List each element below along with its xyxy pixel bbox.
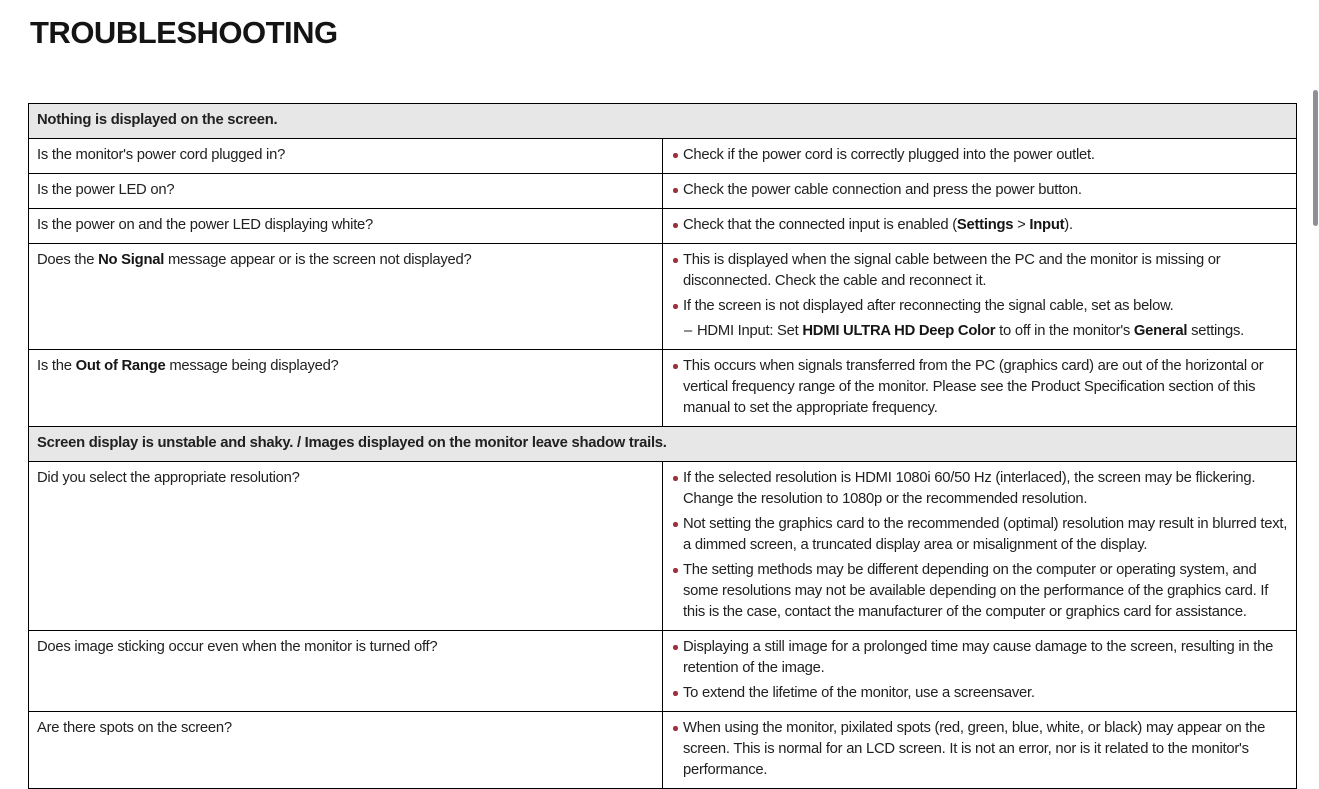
text: This is displayed when the signal cable between the PC and the monitor is missing or disconnected. Check the cable and reconnect it. [683,252,1221,289]
bold-text: General [1133,323,1188,339]
text: Check if the power cord is correctly plugged into the power outlet. [683,147,1095,163]
answer-cell [663,244,1297,350]
answer-text [683,356,1288,419]
bullet-list-item [671,250,1288,292]
sub-list-item [671,321,1288,342]
answer-cell [663,174,1297,209]
section-header-label: Nothing is displayed on the screen. [29,104,1297,139]
text: HDMI Input: Set [697,323,803,339]
bullet-icon [671,296,683,317]
answer-text [683,514,1288,556]
question-cell [29,244,663,350]
bullet-list-item [671,683,1288,704]
bold-text: Out of Range [75,358,166,374]
bullet-list-item [671,296,1288,317]
troubleshooting-table-body [29,104,1297,789]
bullet-icon [671,560,683,623]
text: This occurs when signals transferred from the PC (graphics card) are out of the horizontal or vertical frequency range of the monitor. Please see the Product Specification section of this manual to set the appropriate frequency. [683,358,1264,416]
text: To extend the lifetime of the monitor, use a screensaver. [683,685,1035,701]
section-header-label: Screen display is unstable and shaky. / Images displayed on the monitor leave shadow trails. [29,427,1297,462]
answer-cell [663,712,1297,789]
text: When using the monitor, pixilated spots (red, green, blue, white, or black) may appear on the screen. This is normal for an LCD screen. It is not an error, nor is it related to the monitor's performance. [683,720,1266,778]
bold-text: Input [1029,217,1065,233]
page-title: TROUBLESHOOTING [30,15,338,50]
bullet-list-item [671,145,1288,166]
qa-row [29,209,1297,244]
bullet-icon [671,718,683,781]
bullet-icon [671,468,683,510]
qa-row [29,174,1297,209]
text: The setting methods may be different depending on the computer or operating system, and some resolutions may not be available depending on the performance of the graphics card. If this is the case, contact the manufacturer of the computer or graphics card for assistance. [683,562,1269,620]
text: ). [1064,217,1073,233]
answer-text [683,683,1288,704]
answer-text [683,637,1288,679]
bullet-list-item [671,637,1288,679]
text: Check the power cable connection and press the power button. [683,182,1082,198]
bold-text: HDMI ULTRA HD Deep Color [802,323,996,339]
bullet-list-item [671,468,1288,510]
question-cell [29,462,663,631]
answer-text [683,560,1288,623]
bullet-list-item [671,560,1288,623]
bullet-icon [671,683,683,704]
qa-row [29,712,1297,789]
question-cell [29,139,663,174]
scrollbar-thumb[interactable] [1313,90,1318,226]
bullet-icon [671,356,683,419]
answer-cell [663,462,1297,631]
qa-row [29,631,1297,712]
text: Displaying a still image for a prolonged time may cause damage to the screen, resulting in the retention of the image. [683,639,1274,676]
text: Is the [37,358,76,374]
answer-cell [663,209,1297,244]
bullet-icon [671,215,683,236]
qa-row [29,350,1297,427]
text: to off in the monitor's [995,323,1134,339]
text: Check that the connected input is enabled ( [683,217,957,233]
answer-cell [663,139,1297,174]
text: If the selected resolution is HDMI 1080i 60/50 Hz (interlaced), the screen may be flickering. Change the resolution to 1080p or the recommended resolution. [683,470,1256,507]
bullet-list-item [671,718,1288,781]
bullet-icon [671,180,683,201]
qa-row [29,139,1297,174]
text: Is the power on and the power LED displaying white? [37,217,374,233]
answer-text [683,250,1288,292]
bullet-icon [671,514,683,556]
text: Did you select the appropriate resolution? [37,470,300,486]
answer-cell [663,350,1297,427]
bullet-icon [671,250,683,292]
bold-text: No Signal [98,252,165,268]
troubleshooting-table [28,103,1297,789]
section-header-row [29,427,1297,462]
text: Are there spots on the screen? [37,720,232,736]
bullet-list-item [671,215,1288,236]
answer-text [683,718,1288,781]
text: Is the monitor's power cord plugged in? [37,147,286,163]
question-cell [29,174,663,209]
answer-text [683,296,1288,317]
bold-text: Settings [956,217,1014,233]
section-header-row [29,104,1297,139]
troubleshooting-table-wrap [28,103,1297,789]
text: If the screen is not displayed after reconnecting the signal cable, set as below. [683,298,1174,314]
answer-text [683,180,1288,201]
answer-text [683,215,1288,236]
text: message appear or is the screen not displayed? [164,252,472,268]
text: Does the [37,252,99,268]
answer-text [697,321,1288,342]
answer-text [683,145,1288,166]
bullet-list-item [671,356,1288,419]
dash-marker: – [684,323,692,339]
bullet-list-item [671,514,1288,556]
bullet-icon [671,637,683,679]
text: Does image sticking occur even when the monitor is turned off? [37,639,438,655]
text: Is the power LED on? [37,182,175,198]
qa-row [29,244,1297,350]
question-cell [29,350,663,427]
question-cell [29,631,663,712]
text: > [1013,217,1030,233]
answer-text [683,468,1288,510]
bullet-icon [671,145,683,166]
qa-row [29,462,1297,631]
text: settings. [1187,323,1244,339]
answer-cell [663,631,1297,712]
question-cell [29,209,663,244]
bullet-list-item [671,180,1288,201]
text: Not setting the graphics card to the recommended (optimal) resolution may result in blurred text, a dimmed screen, a truncated display area or misalignment of the display. [683,516,1288,553]
text: message being displayed? [165,358,339,374]
question-cell [29,712,663,789]
